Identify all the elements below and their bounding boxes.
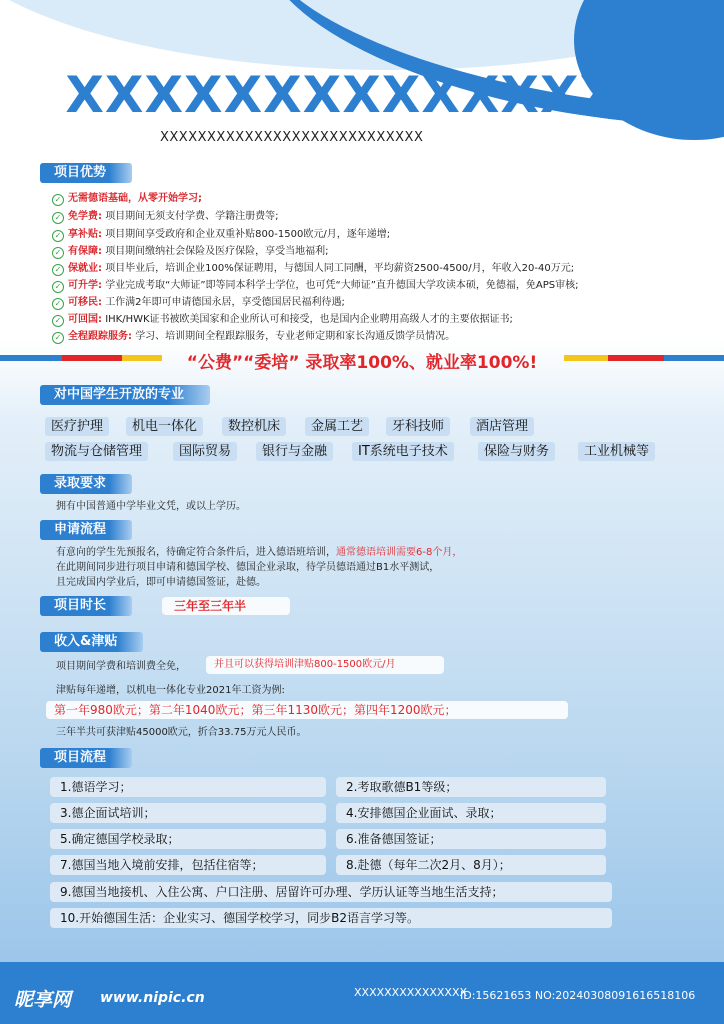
flow-step: 6.准备德国签证； <box>336 829 606 849</box>
advantage-key: 可移民: <box>68 297 102 308</box>
major-tag: 数控机床 <box>222 417 286 436</box>
main-title: XXXXXXXXXXXXXXX <box>65 66 659 124</box>
footer-logo-url: www.nipic.cn <box>100 990 205 1006</box>
duration-value: 三年至三年半 <box>162 597 290 615</box>
footer-placeholder: XXXXXXXXXXXXXXX <box>354 986 468 999</box>
income-line-2: 津贴每年递增，以机电一体化专业2021年工资为例: <box>56 685 285 696</box>
process-line-1-highlight: 通常德语培训需要6-8个月， <box>336 547 463 558</box>
income-line-4: 三年半共可获津贴45000欧元，折合33.75万元人民币。 <box>56 727 307 738</box>
advantage-item <box>52 293 345 310</box>
footer-id: ID:15621653 NO:20240308091616518106 <box>460 989 696 1002</box>
major-tag: 牙科技师 <box>386 417 450 436</box>
flow-step: 3.德企面试培训； <box>50 803 326 823</box>
check-icon: ✓ <box>52 298 64 310</box>
major-tag: 国际贸易 <box>173 442 237 461</box>
flow-step: 1.德语学习； <box>50 777 326 797</box>
advantage-key: 免学费: <box>68 211 102 222</box>
flow-step: 7.德国当地入境前安排，包括住宿等； <box>50 855 326 875</box>
flow-step: 2.考取歌德B1等级； <box>336 777 606 797</box>
major-tag: 保险与财务 <box>478 442 555 461</box>
advantage-key: 保就业: <box>68 263 102 274</box>
major-tag: 银行与金融 <box>256 442 333 461</box>
section-income: 收入&津贴 <box>40 632 143 652</box>
major-tag: 酒店管理 <box>470 417 534 436</box>
process-line-1-text: 有意向的学生先预报名，待确定符合条件后，进入德语班培训， <box>56 547 336 558</box>
banner-slogan: “公费”“委培” 录取率100%、就业率100%! <box>186 353 538 373</box>
section-duration: 项目时长 <box>40 596 132 616</box>
advantage-text: 学业完成考取“大师证”即等同本科学士学位，也可凭“大师证”直升德国大学攻读本硕，免德福，免APS审核; <box>105 280 579 291</box>
advantage-key: 全程跟踪服务: <box>68 331 132 342</box>
income-line-1-highlight: 并且可以获得培训津贴800-1500欧元/月 <box>206 656 444 674</box>
advantage-text: 项目期间无须支付学费、学籍注册费等; <box>105 211 279 222</box>
advantage-text: 工作满2年即可申请德国永居，享受德国居民福利待遇; <box>105 297 345 308</box>
requirements-text: 拥有中国普通中学毕业文凭，或以上学历。 <box>56 501 246 512</box>
advantage-item <box>52 310 513 327</box>
flow-step: 4.安排德国企业面试、录取； <box>336 803 606 823</box>
major-tag: IT系统电子技术 <box>352 442 454 461</box>
process-line-3: 且完成国内学业后，即可申请德国签证，赴德。 <box>56 577 266 588</box>
sub-title: XXXXXXXXXXXXXXXXXXXXXXXXXXXX <box>160 130 424 145</box>
advantage-item <box>52 259 574 276</box>
check-icon: ✓ <box>52 194 64 206</box>
check-icon: ✓ <box>52 332 64 344</box>
section-advantages: 项目优势 <box>40 163 132 183</box>
major-tag: 工业机械等 <box>578 442 655 461</box>
income-line-1-text: 项目期间学费和培训费全免， <box>56 661 186 672</box>
advantage-text: 学习、培训期间全程跟踪服务，专业老师定期和家长沟通反馈学员情况。 <box>135 331 456 342</box>
advantage-item <box>52 276 579 293</box>
advantage-item <box>52 242 329 259</box>
section-majors: 对中国学生开放的专业 <box>40 385 210 405</box>
income-yearly-wages: 第一年980欧元；第二年1040欧元；第三年1130欧元；第四年1200欧元； <box>46 701 568 719</box>
advantage-text: IHK/HWK证书被欧美国家和企业所认可和接受，也是国内企业聘用高级人才的主要依据证书; <box>105 314 513 325</box>
advantage-key: 可回国: <box>68 314 102 325</box>
check-icon: ✓ <box>52 212 64 224</box>
check-icon: ✓ <box>52 247 64 259</box>
check-icon: ✓ <box>52 230 64 242</box>
process-line-1 <box>56 546 462 559</box>
check-icon: ✓ <box>52 264 64 276</box>
major-tag: 机电一体化 <box>126 417 203 436</box>
flow-step: 10.开始德国生活：企业实习、德国学校学习，同步B2语言学习等。 <box>50 908 612 928</box>
flow-step: 8.赴德（每年二次2月、8月）； <box>336 855 606 875</box>
advantage-key: 可升学: <box>68 280 102 291</box>
major-tag: 医疗护理 <box>45 417 109 436</box>
section-process: 申请流程 <box>40 520 132 540</box>
advantage-text: 项目期间缴纳社会保险及医疗保险，享受当地福利; <box>105 246 329 257</box>
section-flow: 项目流程 <box>40 748 132 768</box>
advantage-text: 项目毕业后，培训企业100%保证聘用，与德国人同工同酬，平均薪资2500-4500/月，年收入20-40万元; <box>105 263 575 274</box>
major-tag: 物流与仓储管理 <box>45 442 148 461</box>
advantage-item <box>52 327 455 344</box>
advantage-item <box>52 189 202 206</box>
advantage-text: 项目期间享受政府和企业双重补贴800-1500欧元/月，逐年递增; <box>105 229 391 240</box>
footer-logo: 昵享网 <box>14 989 72 1011</box>
advantage-item <box>52 207 279 224</box>
major-tag: 金属工艺 <box>305 417 369 436</box>
advantage-key: 无需德语基础，从零开始学习; <box>68 193 202 204</box>
process-line-2: 在此期间同步进行项目申请和德国学校、德国企业录取，待学员德语通过B1水平测试， <box>56 562 440 573</box>
check-icon: ✓ <box>52 315 64 327</box>
flow-step: 5.确定德国学校录取； <box>50 829 326 849</box>
section-requirements: 录取要求 <box>40 474 132 494</box>
advantage-item <box>52 225 390 242</box>
advantage-key: 有保障: <box>68 246 102 257</box>
check-icon: ✓ <box>52 281 64 293</box>
advantage-key: 享补贴: <box>68 229 102 240</box>
flow-step: 9.德国当地接机、入住公寓、户口注册、居留许可办理、学历认证等当地生活支持； <box>50 882 612 902</box>
